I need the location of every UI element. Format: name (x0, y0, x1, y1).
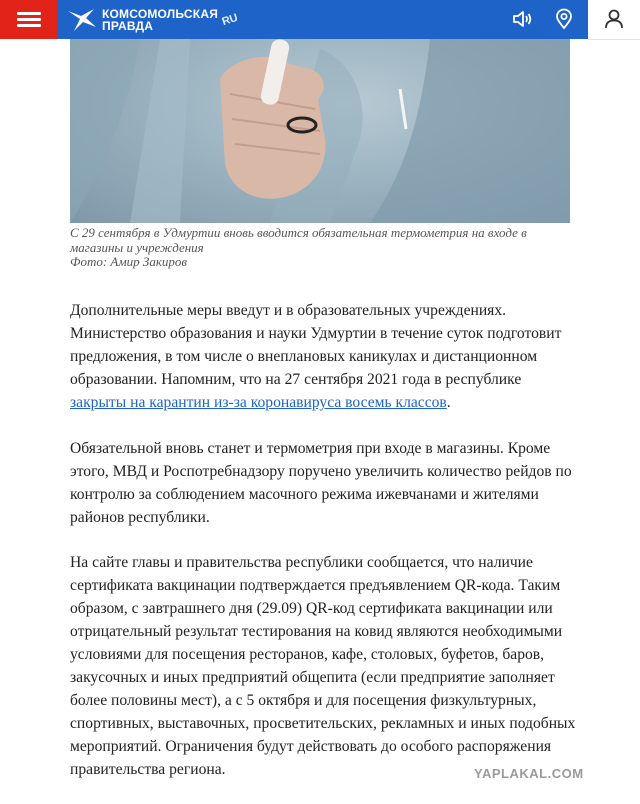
caption-text: С 29 сентября в Удмуртии вновь вводится обязательная термометрия на входе в магазины и учреждения (70, 225, 527, 255)
quarantine-link[interactable]: закрыты на карантин из-за коронавируса восемь классов (70, 394, 447, 411)
location-pin-icon[interactable] (553, 8, 575, 30)
watermark: YAPLAKAL.COM (474, 766, 584, 781)
photo-credit: Фото: Амир Закиров (70, 254, 188, 269)
article-paragraph-2: Обязательной вновь станет и термометрия при входе в магазины. Кроме этого, МВД и Роспотребнадзору поручено увеличить количество рейдов по контролю за соблюдением масочного режима ижевчанами и жителями районов республики. (70, 440, 572, 526)
menu-button[interactable] (0, 0, 57, 39)
user-icon (603, 8, 625, 30)
paragraph-1-text: Дополнительные меры введут и в образовательных учреждениях. Министерство образования и науки Удмуртии в течение суток подготовит предложения, в том числе о внеплановых каникулах и дистанционном образовании. Напомним, что на 27 сентября 2021 года в республике (70, 302, 562, 388)
article-photo (70, 39, 570, 223)
menu-icon-line (17, 18, 41, 21)
logo-line-1: КОМСОМОЛЬСКАЯ (102, 7, 219, 21)
top-navigation-bar (0, 0, 640, 39)
menu-icon (17, 12, 41, 15)
site-logo[interactable] (66, 5, 238, 35)
photo-illustration (70, 39, 570, 223)
logo-wordmark (102, 8, 218, 32)
user-account-button[interactable] (588, 0, 640, 40)
menu-icon-line (17, 24, 41, 27)
logo-bird-icon (66, 7, 98, 33)
article-paragraph-3: На сайте главы и правительства республики сообщается, что наличие сертификата вакцинации подтверждается предъявлением QR-кода. Таким образом, с завтрашнего дня (29.09) QR-код сертификата вакцинации или отрицательный результат тестирования на ковид являются необходимыми условиями для посещения ресторанов, кафе, столовых, буфетов, баров, закусочных и иных предприятий общепита (если предприятие заполняет более половины мест), а с 5 октября и для посещения физкультурных, спортивных, выставочных, просветительских, рекламных и иных подобных мероприятий. Ограничения будут действовать до особого распоряжения правительства региона. (70, 554, 576, 778)
speaker-icon[interactable] (511, 8, 533, 30)
logo-line-2: ПРАВДА (102, 19, 154, 33)
paragraph-1-end: . (446, 394, 451, 411)
logo-ru-mark: RU (220, 11, 240, 29)
photo-caption (70, 226, 570, 270)
article-paragraph-1 (70, 299, 580, 414)
